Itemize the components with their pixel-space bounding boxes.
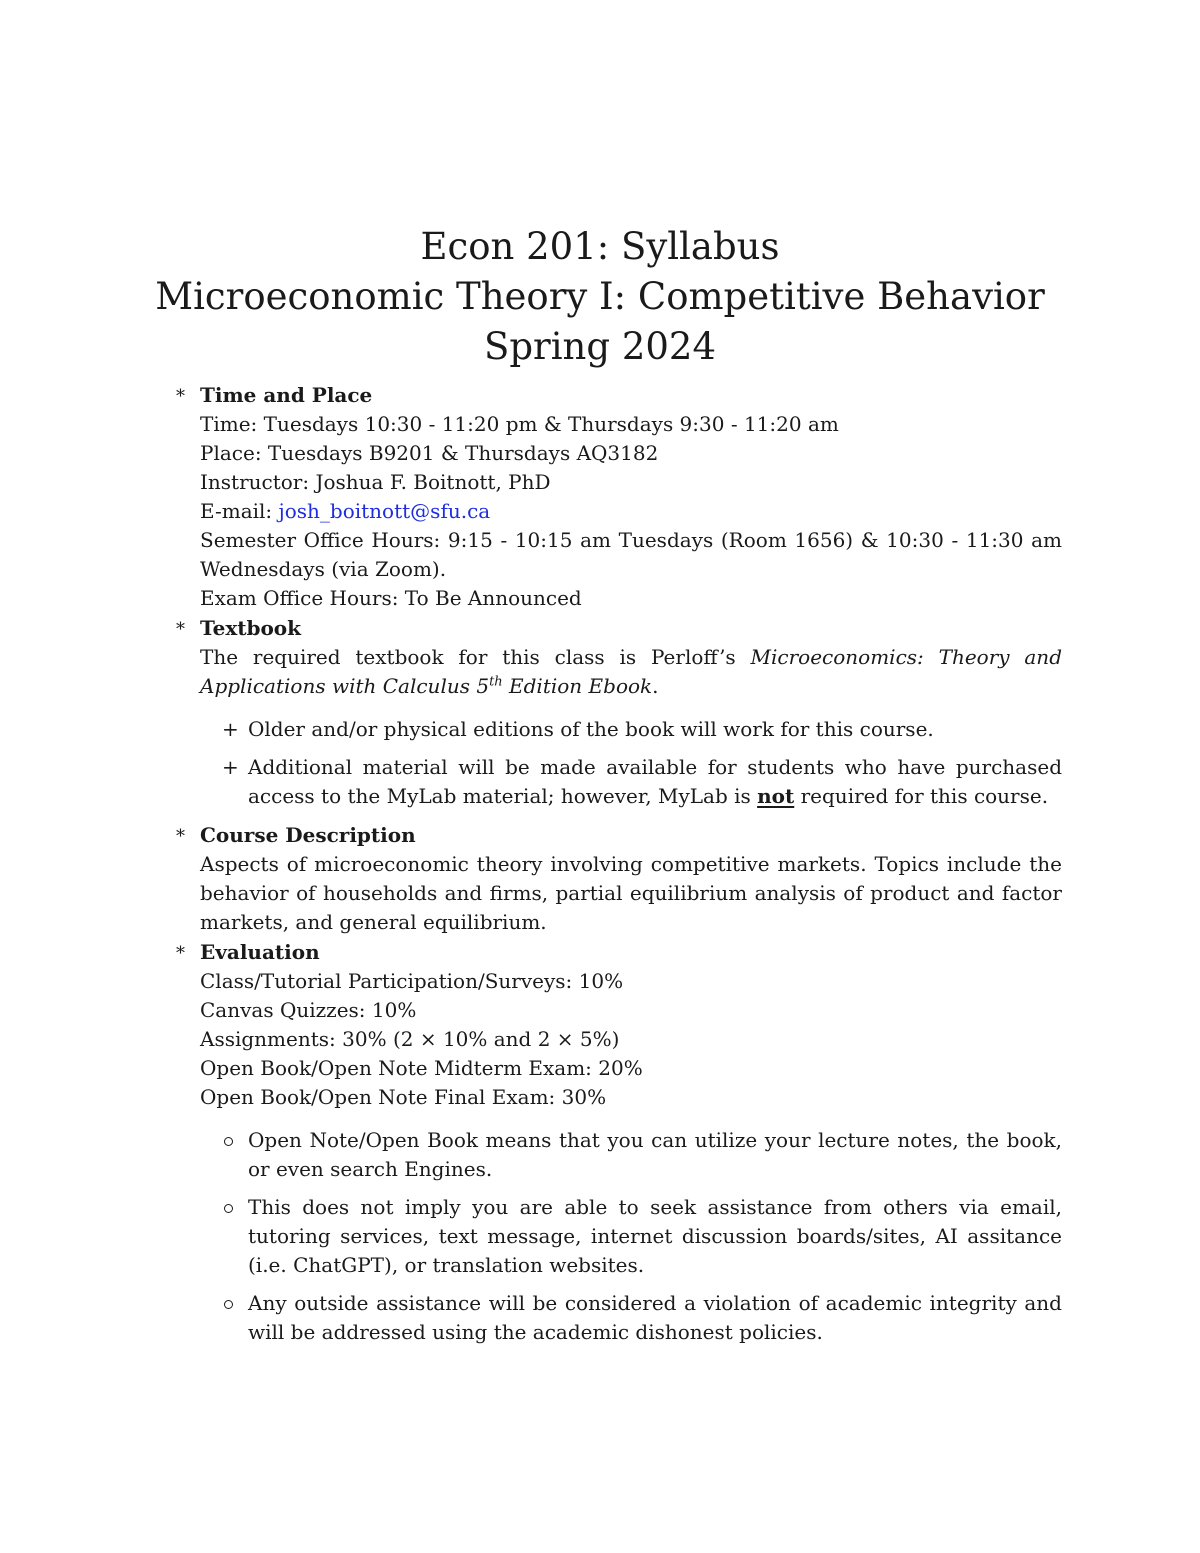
- section-heading-textbook: Textbook: [200, 616, 301, 640]
- class-place: Place: Tuesdays B9201 & Thursdays AQ3182: [200, 441, 659, 465]
- email-line: [200, 497, 1062, 526]
- title-subject: Microeconomic Theory I: Competitive Behavior: [155, 275, 1045, 318]
- textbook-edition: Edition Ebook: [502, 674, 653, 698]
- textbook-note-2b: required for this course.: [794, 784, 1049, 808]
- title-term: Spring 2024: [484, 325, 716, 368]
- syllabus-content: [174, 380, 1062, 1356]
- section-heading-time-place: Time and Place: [200, 383, 373, 407]
- evaluation-note-2: This does not imply you are able to seek assistance from others via email, tutoring services, text message, internet discussion boards/sites, AI assitance (i.e. ChatGPT), or translation websites.: [248, 1195, 1062, 1277]
- plus-bullet: +: [222, 717, 239, 741]
- list-item: [248, 1126, 1062, 1184]
- email-label: E-mail:: [200, 499, 279, 523]
- class-time: Time: Tuesdays 10:30 - 11:20 pm & Thursdays 9:30 - 11:20 am: [200, 412, 839, 436]
- circle-bullet-icon: [224, 1300, 233, 1309]
- circle-bullet-icon: [224, 1137, 233, 1146]
- title-course: Econ 201: Syllabus: [420, 225, 780, 268]
- grade-final: Open Book/Open Note Final Exam: 30%: [200, 1085, 607, 1109]
- section-bullet: *: [176, 943, 185, 964]
- textbook-note-1: Older and/or physical editions of the book will work for this course.: [248, 717, 934, 741]
- evaluation-note-1: Open Note/Open Book means that you can utilize your lecture notes, the book, or even search Engines.: [248, 1128, 1062, 1181]
- textbook-period: .: [652, 674, 659, 698]
- section-bullet: *: [176, 386, 185, 407]
- list-item: [248, 1289, 1062, 1347]
- list-item: [222, 753, 1062, 811]
- instructor-name: Instructor: Joshua F. Boitnott, PhD: [200, 470, 551, 494]
- grade-midterm: Open Book/Open Note Midterm Exam: 20%: [200, 1056, 643, 1080]
- email-link[interactable]: josh_boitnott@sfu.ca: [278, 499, 491, 523]
- textbook-note-2a: Additional material will be made available for students who have purchased access to the MyLab material; however, MyLab is: [248, 755, 1062, 808]
- grade-quizzes: Canvas Quizzes: 10%: [200, 998, 417, 1022]
- exam-office-hours: Exam Office Hours: To Be Announced: [200, 586, 582, 610]
- section-heading-course-description: Course Description: [200, 823, 416, 847]
- evaluation-note-3: Any outside assistance will be considered a violation of academic integrity and will be addressed using the academic dishonest policies.: [248, 1291, 1062, 1344]
- section-course-description: [174, 820, 1062, 937]
- section-bullet: *: [176, 619, 185, 640]
- textbook-intro: The required textbook for this class is Perloff’s: [200, 645, 751, 669]
- textbook-note-not: not: [757, 784, 795, 808]
- office-hours: Semester Office Hours: 9:15 - 10:15 am Tuesdays (Room 1656) & 10:30 - 11:30 am Wednesdays (via Zoom).: [200, 528, 1062, 581]
- section-heading-evaluation: Evaluation: [200, 940, 320, 964]
- section-time-place: [174, 380, 1062, 613]
- section-evaluation: [174, 937, 1062, 1347]
- textbook-title-text: Microeconomics: Theory and Applications with Calculus 5: [200, 645, 1062, 698]
- grade-assignments: Assignments: 30% (2 × 10% and 2 × 5%): [200, 1027, 620, 1051]
- section-textbook: [174, 613, 1062, 811]
- plus-bullet: +: [222, 755, 239, 779]
- course-description-text: Aspects of microeconomic theory involving competitive markets. Topics include the behavior of households and firms, partial equilibrium analysis of product and factor markets, and general equilibrium.: [200, 852, 1062, 934]
- textbook-title-sup: th: [489, 674, 503, 690]
- section-bullet: *: [176, 826, 185, 847]
- textbook-description: [200, 643, 1062, 701]
- grade-participation: Class/Tutorial Participation/Surveys: 10%: [200, 969, 624, 993]
- document-title: [0, 222, 1200, 372]
- list-item: [248, 1193, 1062, 1280]
- textbook-notes: [200, 715, 1062, 811]
- list-item: [222, 715, 1062, 744]
- evaluation-notes: [200, 1126, 1062, 1347]
- circle-bullet-icon: [224, 1204, 233, 1213]
